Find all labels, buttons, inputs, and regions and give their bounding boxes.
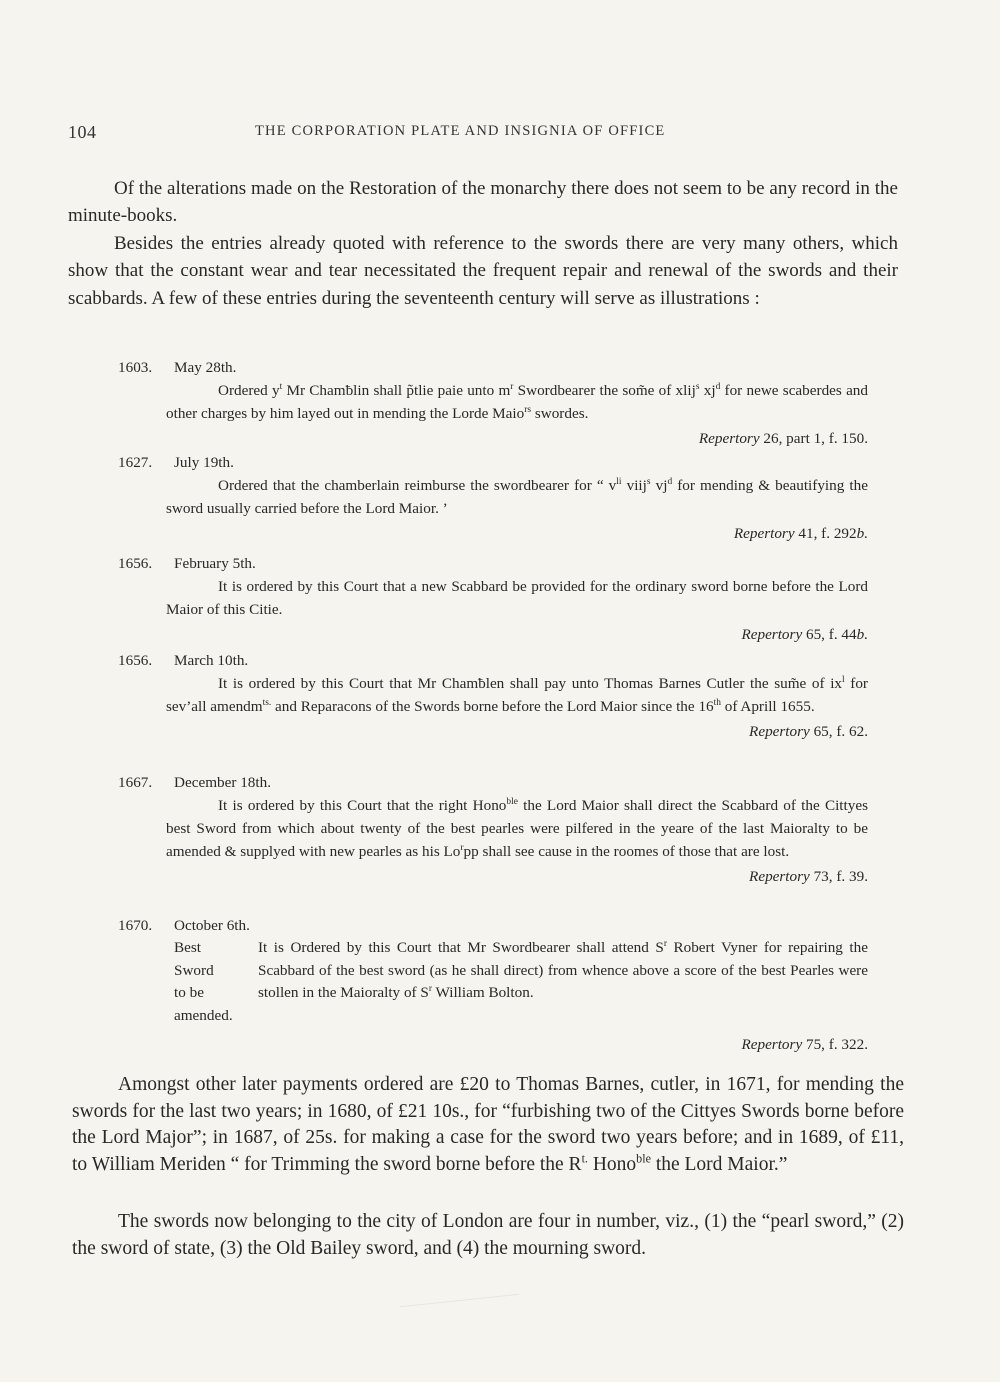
entry-year: 1656.	[118, 652, 153, 669]
entry-year: 1667.	[118, 774, 153, 791]
entry-text: It is ordered by this Court that the right Hono$^{ble}$ the Lord Maior shall direct the Scabbard of the Cittyes best Sword from which about twenty of the best pearles were pilfered in the yeare of the last Maioralty to be amended & supplyed with new pearles as his Lo$^r$pp shall see cause in the roomes of those that are lost.	[166, 796, 868, 860]
entry-date: October 6th.	[174, 917, 250, 934]
entry-1603	[118, 357, 868, 451]
page-number: 104	[68, 122, 97, 142]
entry-date: March 10th.	[174, 652, 249, 669]
entry-date: July 19th.	[174, 454, 234, 471]
paragraph-four-swords: The swords now belonging to the city of London are four in number, viz., (1) the “pearl sword,” (2) the sword of state, (3) the Old Bailey sword, and (4) the mourning sword.	[72, 1211, 904, 1259]
entry-1627	[118, 452, 868, 546]
entry-reference: Repertory 65, f. 44b.	[741, 626, 868, 643]
entry-reference: Repertory 41, f. 292b.	[733, 525, 868, 542]
entry-text: It is Ordered by this Court that Mr Swordbearer shall attend $S^r$ Robert Vyner for repairing the Scabbard of the best sword (as he shall direct) from whence above a score of the best Pearles were stollen in the Maioralty of $S^r$ William Bolton.	[258, 938, 868, 1001]
entry-text: Ordered $y^t$ Mr Chamƀlin shall p̃tlie paie unto $m^r$ Swordbearer the som̃e of xlij$^s$ $xj^d$ for newe scaberdes and other charges by him layed out in mending the Lorde Maio$^{rs}$ swordes.	[166, 381, 868, 422]
paragraph-restoration: Of the alterations made on the Restoration of the monarchy there does not seem to be any record in the minute-books.	[68, 178, 898, 227]
bleed-through-mark	[400, 1294, 520, 1317]
entry-1670	[118, 915, 868, 1057]
entry-year: 1627.	[118, 454, 153, 471]
entry-1656-march	[118, 650, 868, 744]
entry-date: December 18th.	[174, 774, 271, 791]
entry-text: Ordered that the chamberlain reimburse the swordbearer for “ $v^{li}$ viij$^s$ $vj^d$ for mending & beautifying the sword usually carried before the Lord Maior. ’	[166, 476, 868, 517]
entry-text: It is ordered by this Court that Mr Chamƀlen shall pay unto Thomas Barnes Cutler the sum̃e of $ix^l$ for sev’all amendm$^{ts.}$ and Reparacons of the Swords borne before the Lord Maior since the 16th of Aprill 1655.	[166, 674, 868, 715]
paragraph-entries-intro: Besides the entries already quoted with reference to the swords there are very many others, which show that the constant wear and tear necessitated the frequent repair and renewal of the swords and their scabbards. A few of these entries during the seventeenth century will serve as illustrations :	[68, 233, 898, 309]
entry-reference: Repertory 73, f. 39.	[749, 868, 868, 885]
entry-reference: Repertory 65, f. 62.	[749, 723, 868, 740]
running-title: THE CORPORATION PLATE AND INSIGNIA OF OFFICE	[255, 123, 666, 139]
entry-1656-february	[118, 553, 868, 647]
entry-1667	[118, 772, 868, 889]
paragraph-later-payments: Amongst other later payments ordered are £20 to Thomas Barnes, cutler, in 1671, for mending the swords for the last two years; in 1680, of £21 10s., for “furbishing two of the Cittyes Swords borne before the Lord Major”; in 1687, of 25s. for making a case for the sword two years before; and in 1689, of £11, to William Meriden “ for Trimming the sword borne before the $R^{t.}$ Hono$^{ble}$ the Lord Maior.”	[72, 1074, 904, 1175]
entry-reference: Repertory 26, part 1, f. 150.	[698, 430, 868, 447]
entry-year: 1603.	[118, 359, 153, 376]
entry-date: May 28th.	[174, 359, 237, 376]
entry-text: It is ordered by this Court that a new Scabbard be provided for the ordinary sword borne before the Lord Maior of this Citie.	[166, 578, 868, 618]
entry-date: February 5th.	[174, 555, 256, 572]
entry-year: 1656.	[118, 555, 153, 572]
entry-year: 1670.	[118, 917, 153, 934]
marginal-note: Best Sword to be amended.	[174, 939, 233, 1024]
entry-reference: Repertory 75, f. 322.	[741, 1036, 868, 1053]
